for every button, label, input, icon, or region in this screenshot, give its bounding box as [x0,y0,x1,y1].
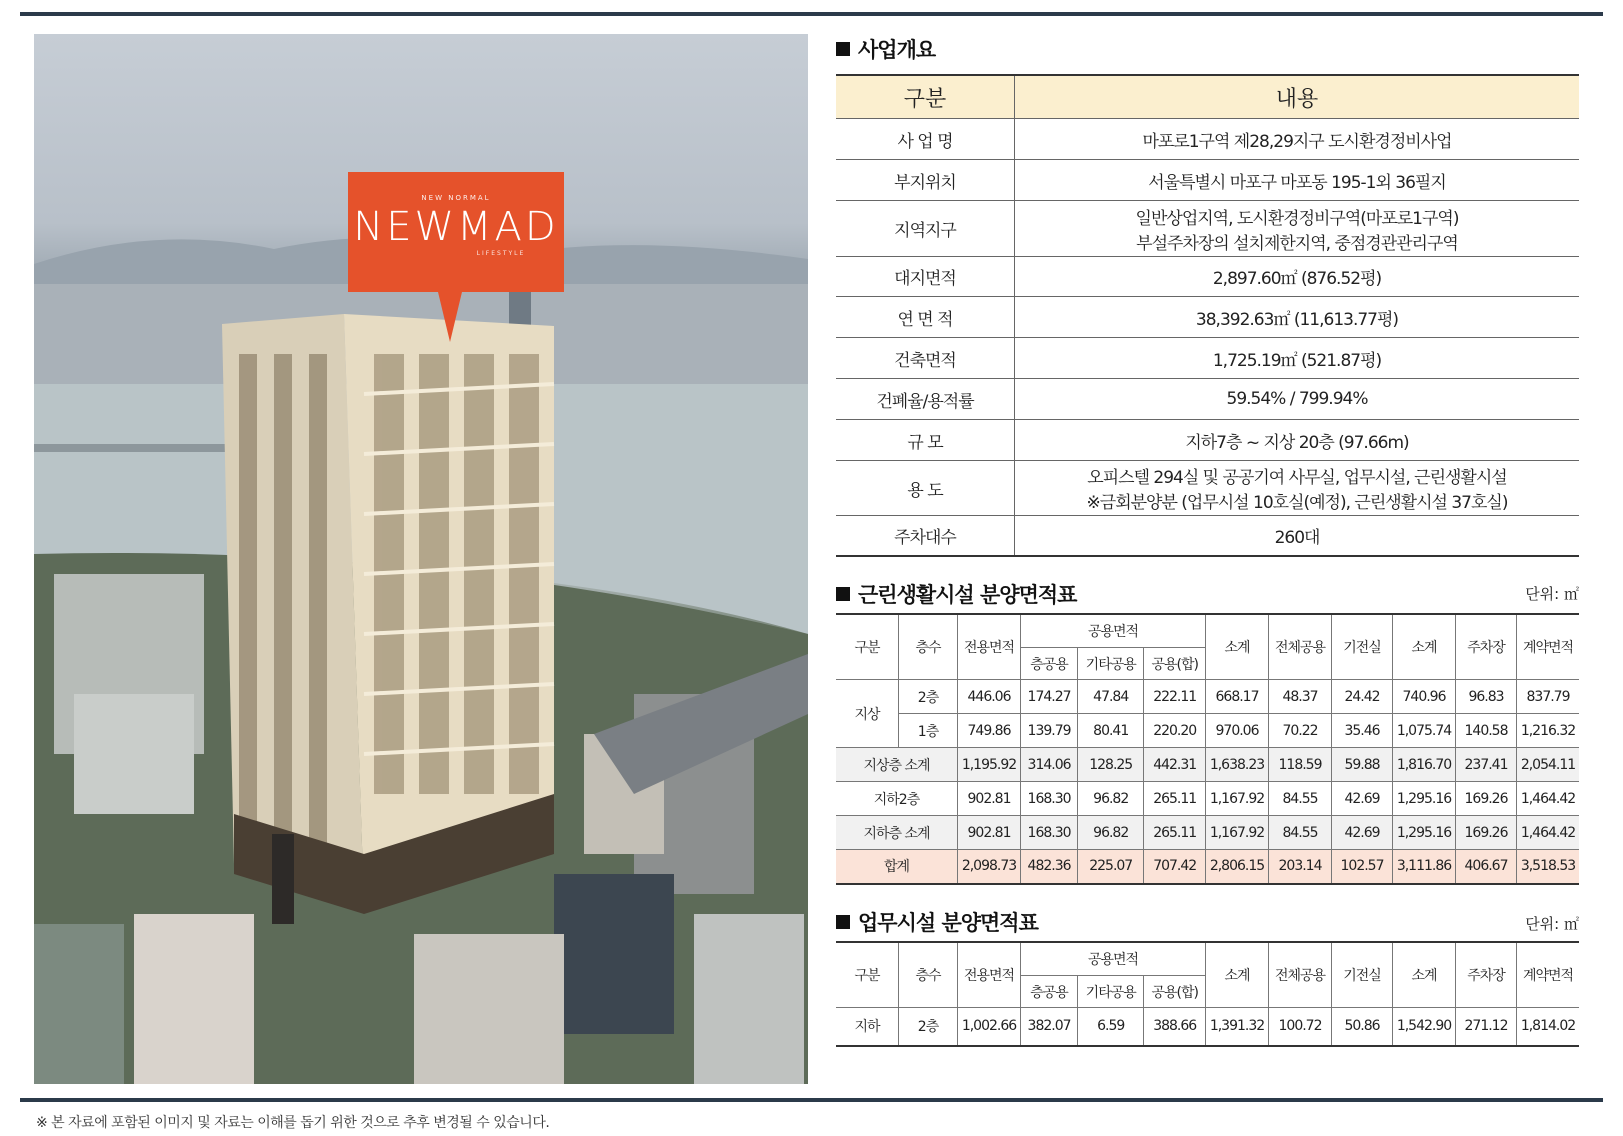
overview-value [1015,119,1580,160]
office-title [836,907,1579,937]
row-label: 합계 [836,850,958,884]
retail-area-table [836,613,1579,885]
table-row [836,816,1579,850]
overview-title-text: 사업개요 [858,38,936,62]
table-cell: 118.59 [1269,748,1332,782]
col-header: 소계 [1206,614,1269,680]
row-group-label: 지하 [836,1008,899,1046]
table-cell: 168.30 [1021,782,1078,816]
table-cell: 50.86 [1332,1008,1393,1046]
table-cell: 1,391.32 [1206,1008,1269,1046]
table-row-total [836,850,1579,884]
overview-value [1015,516,1580,556]
table-cell: 96.82 [1078,782,1144,816]
overview-table [836,74,1579,557]
col-header: 기전실 [1332,614,1393,680]
table-cell: 388.66 [1144,1008,1206,1046]
table-cell: 442.31 [1144,748,1206,782]
table-cell: 70.22 [1269,714,1332,748]
overview-key: 부지위치 [836,160,1015,201]
col-header: 기타공용 [1078,976,1144,1008]
table-cell: 59.88 [1332,748,1393,782]
table-cell: 1,075.74 [1393,714,1456,748]
table-row [836,680,1579,714]
table-row [836,714,1579,748]
retail-unit: 단위: ㎡ [1525,584,1579,603]
overview-value [1015,297,1580,338]
table-cell: 47.84 [1078,680,1144,714]
building-rendering-image [34,34,808,1084]
table-cell: 1,167.92 [1206,782,1269,816]
overview-header-key: 구분 [836,75,1015,119]
table-cell: 80.41 [1078,714,1144,748]
table-cell: 1,002.66 [958,1008,1021,1046]
top-rule [20,12,1603,16]
square-bullet-icon [836,915,850,929]
overview-key: 용 도 [836,461,1015,516]
table-cell: 139.79 [1021,714,1078,748]
col-header: 층공용 [1021,648,1078,680]
square-bullet-icon [836,587,850,601]
table-cell: 2,054.11 [1517,748,1580,782]
col-header: 구분 [836,942,899,1008]
col-header: 공용면적 [1021,942,1206,976]
table-row [836,782,1579,816]
office-title-text: 업무시설 분양면적표 [858,910,1038,935]
col-header: 층수 [899,942,958,1008]
col-header: 전체공용 [1269,614,1332,680]
table-cell: 128.25 [1078,748,1144,782]
table-cell: 1,464.42 [1517,816,1580,850]
overview-value-line: ※금회분양분 (업무시설 10호실(예정), 근린생활시설 37호실) [1086,493,1508,513]
col-header: 기타공용 [1078,648,1144,680]
overview-value-line: 오피스텔 294실 및 공공기여 사무실, 업무시설, 근린생활시설 [1087,468,1507,488]
overview-value-line: 38,392.63㎡ (11,613.77평) [1195,309,1399,330]
table-cell: 6.59 [1078,1008,1144,1046]
overview-key: 사 업 명 [836,119,1015,160]
table-cell: 140.58 [1456,714,1517,748]
table-cell: 168.30 [1021,816,1078,850]
row-group-label: 지상 [836,680,899,748]
retail-title [836,579,1579,609]
table-cell: 902.81 [958,816,1021,850]
info-column [836,34,1579,1047]
col-header: 전용면적 [958,614,1021,680]
table-cell: 1,295.16 [1393,782,1456,816]
overview-key: 연 면 적 [836,297,1015,338]
brand-name: NEWMAD [353,204,559,250]
col-header: 주차장 [1456,614,1517,680]
overview-key: 건폐율/용적률 [836,379,1015,420]
office-area-table [836,941,1579,1047]
table-cell: 24.42 [1332,680,1393,714]
col-header: 소계 [1393,942,1456,1008]
table-cell: 1,167.92 [1206,816,1269,850]
table-cell: 35.46 [1332,714,1393,748]
overview-value-line: 지하7층 ~ 지상 20층 (97.66m) [1185,432,1409,453]
table-cell: 382.07 [1021,1008,1078,1046]
table-cell: 96.82 [1078,816,1144,850]
table-cell: 446.06 [958,680,1021,714]
overview-value-line: 59.54% / 799.94% [1226,389,1368,409]
table-cell: 2,098.73 [958,850,1021,884]
overview-value [1015,338,1580,379]
brand-tagline: NEW NORMAL [421,194,491,202]
table-cell: 174.27 [1021,680,1078,714]
table-cell: 42.69 [1332,782,1393,816]
table-cell: 265.11 [1144,816,1206,850]
brand-sub: LIFESTYLE [476,250,526,257]
table-cell: 314.06 [1021,748,1078,782]
overview-value-line: 부설주차장의 설치제한지역, 중점경관관리구역 [1136,233,1458,254]
table-cell: 406.67 [1456,850,1517,884]
overview-value-line: 일반상업지역, 도시환경정비구역(마포로1구역) [1135,208,1459,229]
table-cell: 3,111.86 [1393,850,1456,884]
table-cell: 1,464.42 [1517,782,1580,816]
table-row [836,748,1579,782]
table-cell: 668.17 [1206,680,1269,714]
row-floor: 1층 [899,714,958,748]
table-cell: 1,295.16 [1393,816,1456,850]
table-row [836,1008,1579,1046]
col-header: 공용(합) [1144,648,1206,680]
bottom-rule [20,1098,1603,1102]
table-cell: 1,816.70 [1393,748,1456,782]
col-header: 층수 [899,614,958,680]
table-cell: 3,518.53 [1517,850,1580,884]
overview-key: 주차대수 [836,516,1015,556]
table-cell: 265.11 [1144,782,1206,816]
col-header: 전용면적 [958,942,1021,1008]
overview-value-line: 1,725.19㎡ (521.87평) [1212,350,1382,371]
row-floor: 2층 [899,1008,958,1046]
overview-value [1015,257,1580,297]
logo-pointer-icon [438,292,462,342]
table-cell: 707.42 [1144,850,1206,884]
row-label: 지하2층 [836,782,958,816]
table-cell: 102.57 [1332,850,1393,884]
table-cell: 100.72 [1269,1008,1332,1046]
table-cell: 1,195.92 [958,748,1021,782]
table-cell: 1,542.90 [1393,1008,1456,1046]
col-header: 구분 [836,614,899,680]
table-cell: 740.96 [1393,680,1456,714]
col-header: 계약면적 [1517,614,1580,680]
overview-key: 지역지구 [836,201,1015,257]
overview-key: 규 모 [836,420,1015,461]
table-cell: 96.83 [1456,680,1517,714]
table-cell: 169.26 [1456,816,1517,850]
overview-header-value: 내용 [1015,75,1580,119]
retail-title-text: 근린생활시설 분양면적표 [858,582,1077,607]
overview-key: 대지면적 [836,257,1015,297]
table-cell: 1,638.23 [1206,748,1269,782]
overview-value [1015,420,1580,461]
overview-value [1015,201,1580,257]
col-header: 기전실 [1332,942,1393,1008]
table-cell: 271.12 [1456,1008,1517,1046]
overview-value [1015,461,1580,516]
table-cell: 48.37 [1269,680,1332,714]
row-floor: 2층 [899,680,958,714]
table-cell: 203.14 [1269,850,1332,884]
overview-value-line: 2,897.60㎡ (876.52평) [1212,269,1382,289]
table-cell: 1,814.02 [1517,1008,1580,1046]
overview-value-line: 서울특별시 마포구 마포동 195-1외 36필지 [1148,172,1446,193]
row-label: 지상층 소계 [836,748,958,782]
table-cell: 84.55 [1269,782,1332,816]
office-unit: 단위: ㎡ [1525,914,1579,933]
overview-key: 건축면적 [836,338,1015,379]
overview-value-line: 260대 [1274,527,1320,548]
col-header: 소계 [1206,942,1269,1008]
footnote: ※ 본 자료에 포함된 이미지 및 자료는 이해를 돕기 위한 것으로 추후 변경될 수 있습니다. [36,1115,550,1131]
row-label: 지하층 소계 [836,816,958,850]
table-cell: 1,216.32 [1517,714,1580,748]
col-header: 전체공용 [1269,942,1332,1008]
col-header: 공용면적 [1021,614,1206,648]
overview-value [1015,379,1580,420]
table-cell: 837.79 [1517,680,1580,714]
table-cell: 220.20 [1144,714,1206,748]
col-header: 계약면적 [1517,942,1580,1008]
table-cell: 902.81 [958,782,1021,816]
overview-value [1015,160,1580,201]
table-cell: 237.41 [1456,748,1517,782]
table-cell: 222.11 [1144,680,1206,714]
table-cell: 2,806.15 [1206,850,1269,884]
square-bullet-icon [836,42,850,56]
table-cell: 970.06 [1206,714,1269,748]
overview-title [836,34,1579,64]
table-cell: 84.55 [1269,816,1332,850]
col-header: 소계 [1393,614,1456,680]
col-header: 공용(합) [1144,976,1206,1008]
col-header: 주차장 [1456,942,1517,1008]
newmad-logo-sign [348,172,564,292]
table-cell: 225.07 [1078,850,1144,884]
table-cell: 42.69 [1332,816,1393,850]
col-header: 층공용 [1021,976,1078,1008]
overview-value-line: 마포로1구역 제28,29지구 도시환경정비사업 [1142,131,1452,152]
table-cell: 749.86 [958,714,1021,748]
table-cell: 482.36 [1021,850,1078,884]
table-cell: 169.26 [1456,782,1517,816]
